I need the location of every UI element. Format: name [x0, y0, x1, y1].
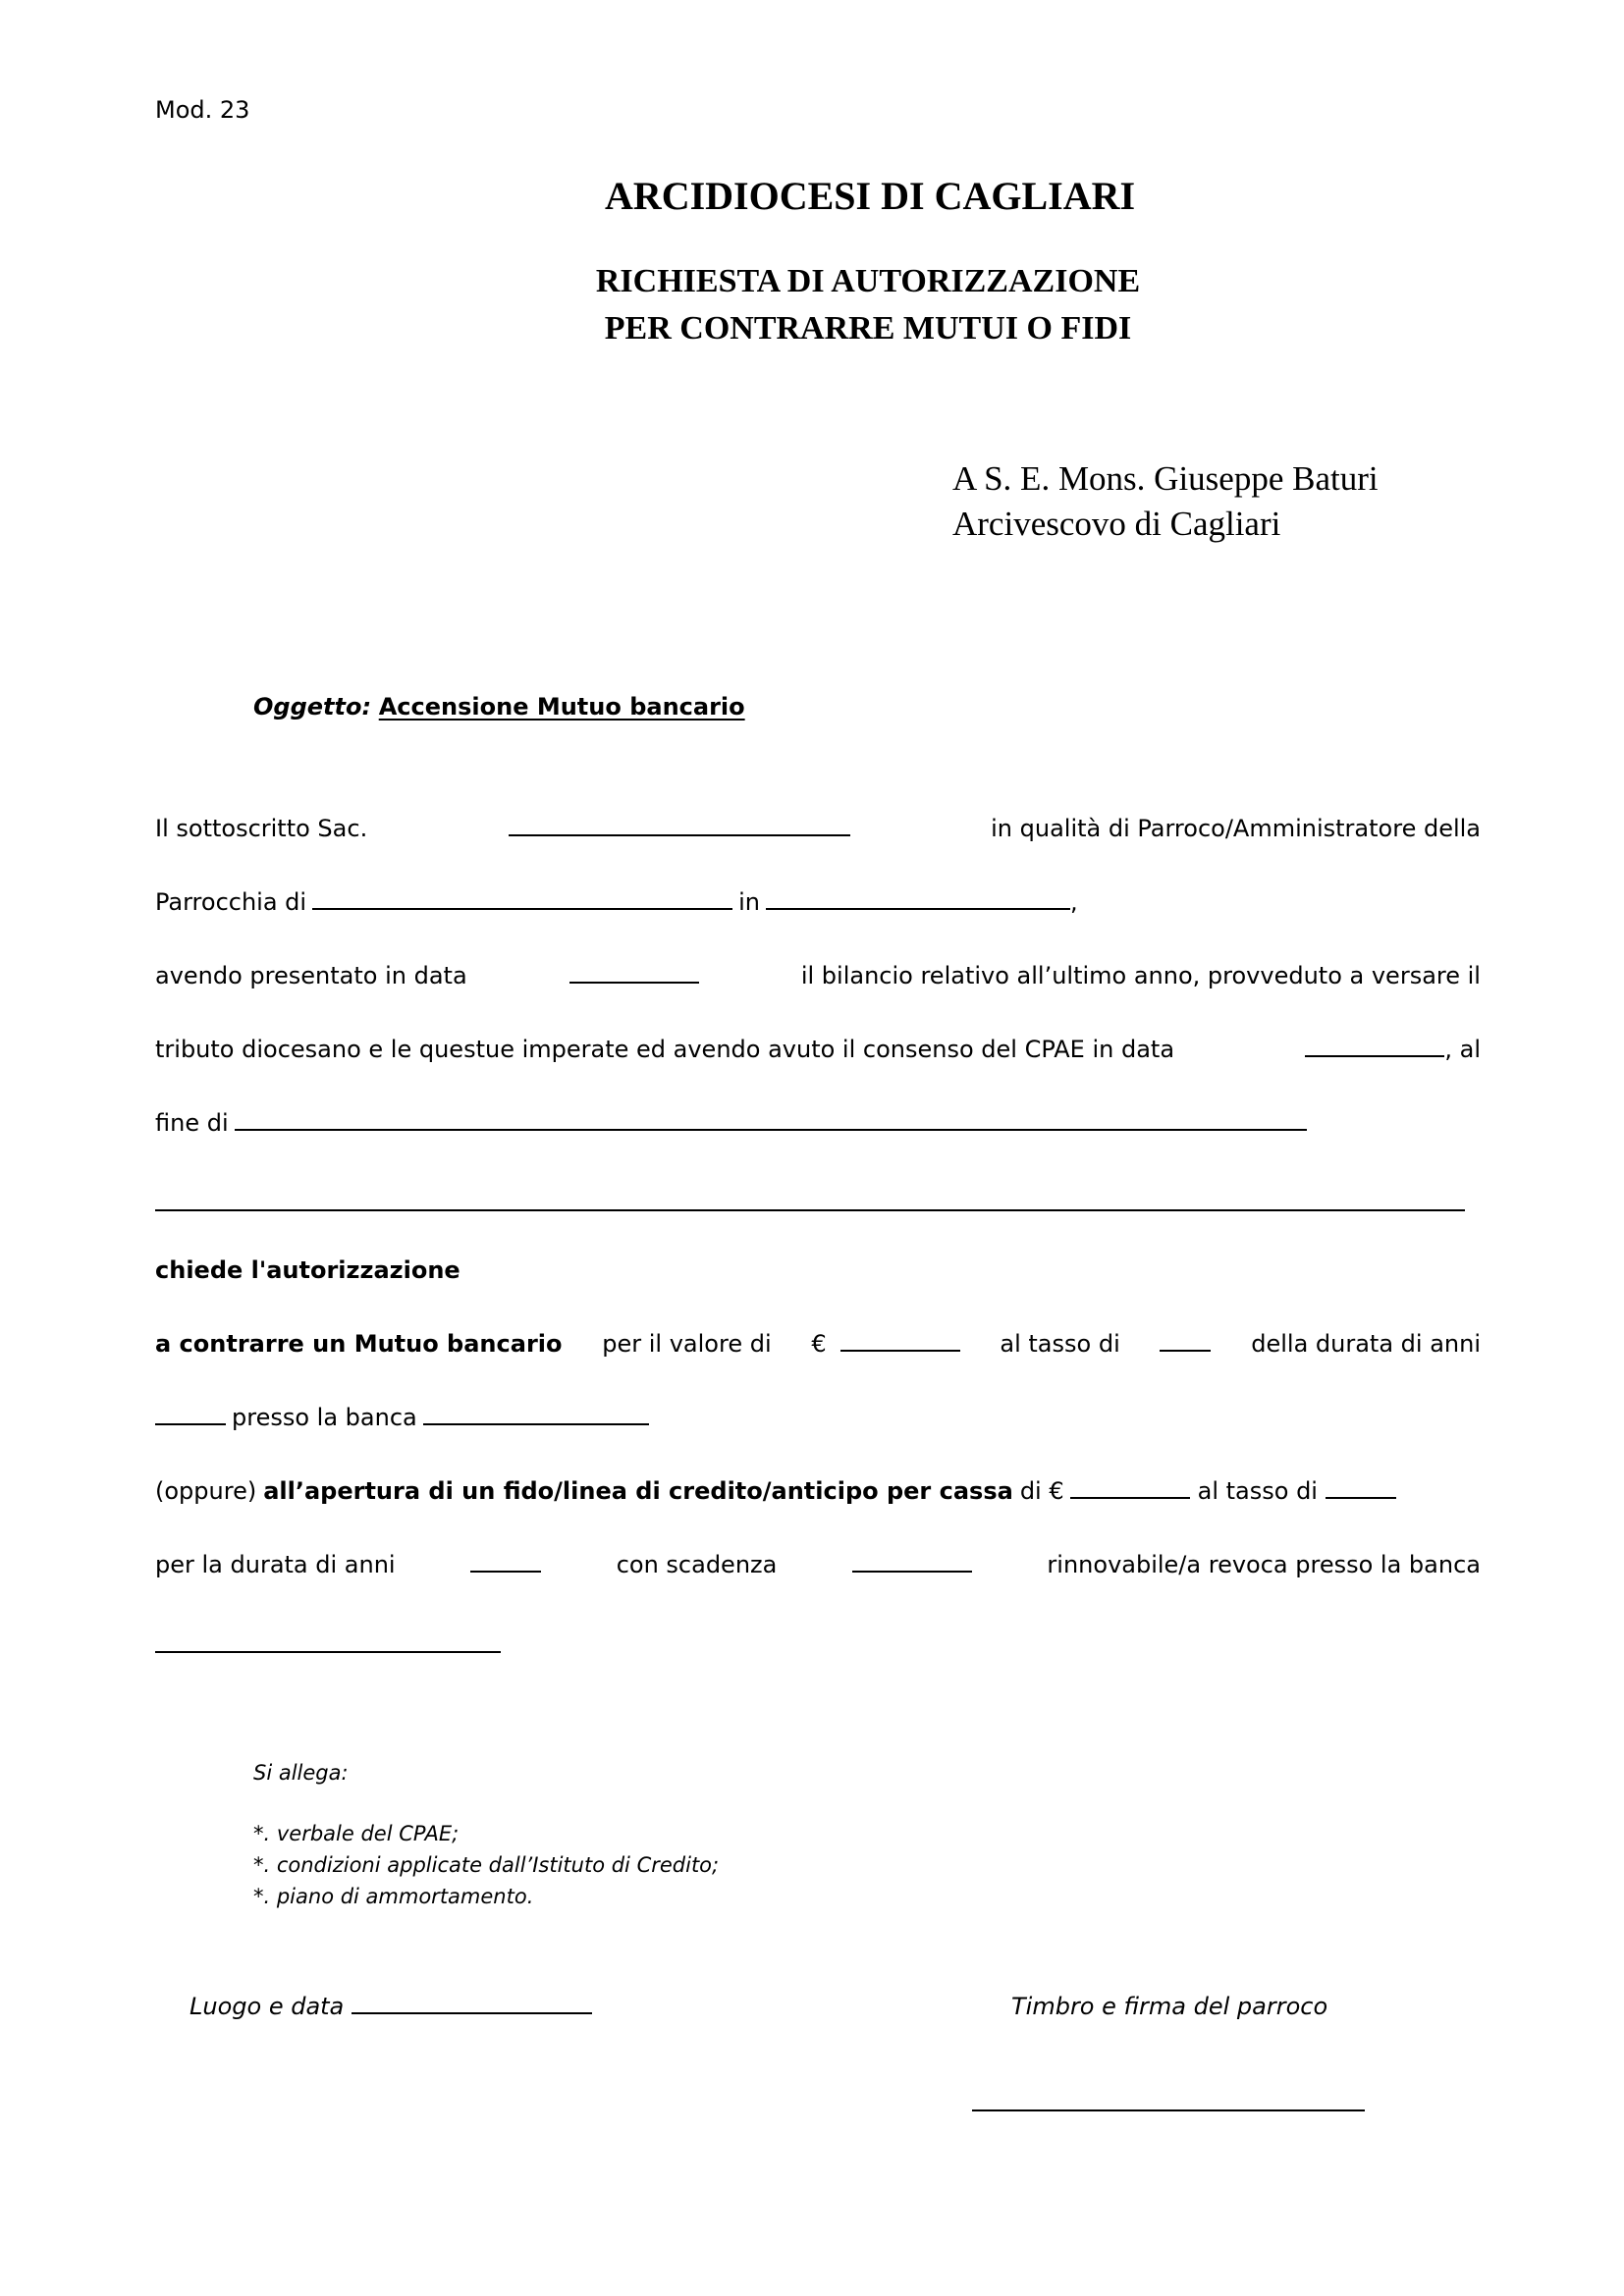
purpose-field-line1[interactable] [235, 1109, 1307, 1131]
text-tasso-2: al tasso di [1197, 1477, 1318, 1505]
credit-years-field[interactable] [470, 1551, 541, 1573]
parish-location-field[interactable] [766, 888, 1070, 910]
credit-rate-field[interactable] [1326, 1477, 1396, 1499]
place-date-field[interactable] [352, 1993, 592, 2014]
body-line-10 [155, 1551, 1481, 1578]
recipient-name: A S. E. Mons. Giuseppe Baturi [952, 459, 1379, 498]
body-line-9 [155, 1477, 1481, 1505]
credit-bank-field[interactable] [155, 1631, 501, 1653]
form-title-line2-text: PER CONTRARRE MUTUI O FIDI [604, 310, 1132, 347]
text-bilancio: il bilancio relativo all’ultimo anno, provveduto a versare il [800, 962, 1481, 989]
balance-date-field[interactable] [569, 962, 699, 984]
place-date-label: Luogo e data [189, 1993, 345, 2020]
organization-title-text: ARCIDIOCESI DI CAGLIARI [604, 174, 1136, 218]
form-title-line1 [0, 263, 1624, 300]
text-fine-di: fine di [155, 1109, 229, 1137]
text-scadenza: con scadenza [616, 1551, 778, 1578]
subject-value: Accensione Mutuo bancario [378, 693, 745, 721]
text-al: , al [1444, 1036, 1481, 1063]
euro-symbol: € [811, 1330, 827, 1358]
body-line-4 [155, 1036, 1481, 1063]
model-code: Mod. 23 [155, 96, 250, 124]
text-di-euro: di € [1019, 1477, 1064, 1505]
request-heading [155, 1256, 1481, 1284]
text-qualita: in qualità di Parroco/Amministratore della [991, 815, 1481, 842]
text-parrocchia: Parrocchia di [155, 888, 307, 916]
text-comma: , [1069, 888, 1078, 916]
text-fido-bold: all’apertura di un fido/linea di credito/anticipo per cassa [263, 1477, 1013, 1505]
attachment-item: *. piano di ammortamento. [253, 1885, 534, 1908]
subject-line [253, 693, 745, 721]
text-durata: della durata di anni [1251, 1330, 1481, 1358]
form-title-line2 [0, 310, 1624, 347]
text-in: in [738, 888, 760, 916]
attachment-item: *. verbale del CPAE; [253, 1822, 460, 1845]
text-valore: per il valore di [602, 1330, 772, 1358]
text-oppure: (oppure) [155, 1477, 257, 1505]
body-line-7 [155, 1330, 1481, 1358]
loan-rate-field[interactable] [1160, 1330, 1211, 1352]
parish-name-field[interactable] [312, 888, 732, 910]
text-rinnovabile: rinnovabile/a revoca presso la banca [1047, 1551, 1481, 1578]
text-mutuo-bold: a contrarre un Mutuo bancario [155, 1330, 563, 1358]
body-line-2 [155, 888, 1481, 916]
text-presso-banca: presso la banca [232, 1404, 417, 1431]
loan-bank-field[interactable] [423, 1404, 649, 1425]
attachments-title: Si allega: [253, 1761, 349, 1785]
organization-title [0, 173, 1624, 219]
text-tributo: tributo diocesano e le questue imperate ed avendo avuto il consenso del CPAE in data [155, 1036, 1175, 1063]
credit-amount-field[interactable] [1070, 1477, 1190, 1499]
form-title-line1-text: RICHIESTA DI AUTORIZZAZIONE [595, 263, 1141, 299]
subject-label: Oggetto: [253, 693, 372, 721]
body-line-1 [155, 815, 1481, 842]
body-line-3 [155, 962, 1481, 989]
loan-years-field[interactable] [155, 1404, 226, 1425]
cpae-date-field[interactable] [1305, 1036, 1444, 1057]
loan-amount-field[interactable] [840, 1330, 960, 1352]
text-sottoscritto: Il sottoscritto Sac. [155, 815, 368, 842]
signature-label: Timbro e firma del parroco [1011, 1993, 1328, 2020]
body-line-5 [155, 1109, 1481, 1137]
recipient-title: Arcivescovo di Cagliari [952, 505, 1281, 543]
body-line-8 [155, 1404, 1481, 1431]
text-presentato: avendo presentato in data [155, 962, 467, 989]
place-date [189, 1993, 592, 2020]
request-heading-text: chiede l'autorizzazione [155, 1256, 460, 1284]
credit-expiry-field[interactable] [852, 1551, 972, 1573]
attachment-item: *. condizioni applicate dall’Istituto di Credito; [253, 1853, 720, 1877]
signature-field[interactable] [972, 2109, 1365, 2111]
priest-name-field[interactable] [509, 815, 850, 836]
text-tasso: al tasso di [1000, 1330, 1120, 1358]
text-durata-anni: per la durata di anni [155, 1551, 396, 1578]
purpose-field-line2[interactable] [155, 1190, 1465, 1211]
